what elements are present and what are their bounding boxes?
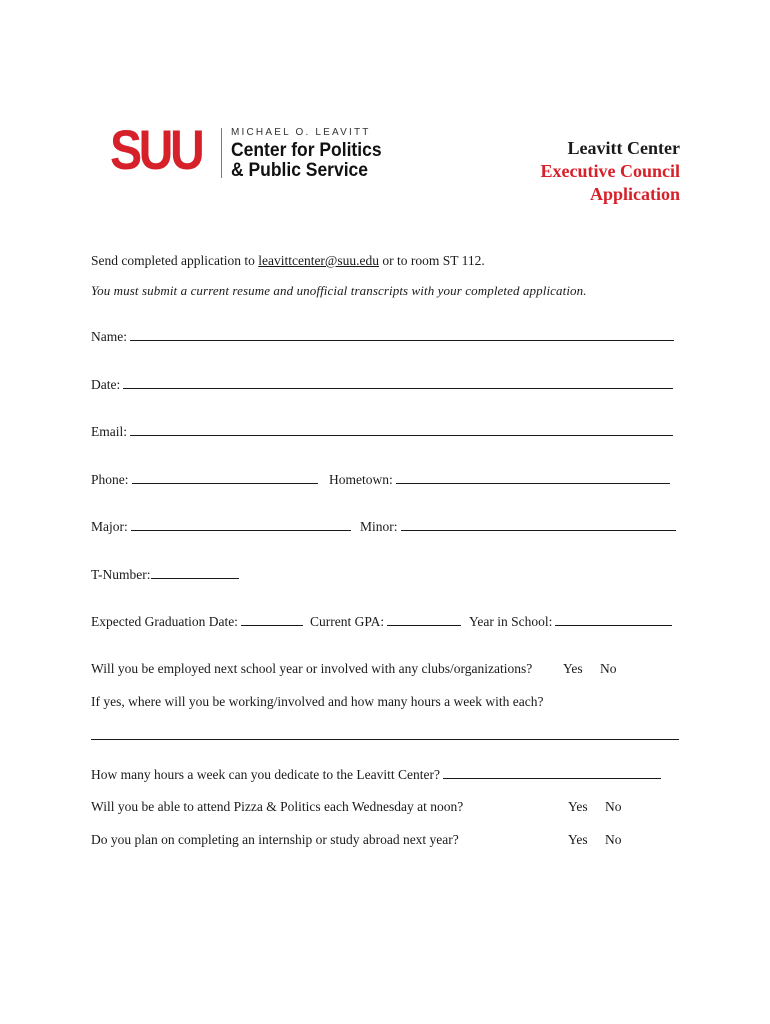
pizza-yes[interactable]: Yes	[568, 799, 588, 814]
major-label: Major:	[91, 519, 128, 534]
tnumber-field[interactable]	[151, 566, 239, 579]
name-field[interactable]	[130, 328, 674, 341]
pizza-no[interactable]: No	[605, 799, 622, 814]
title-executive-council: Executive Council	[540, 161, 680, 181]
logo-divider	[221, 128, 222, 178]
send-suffix: or to room ST 112.	[378, 253, 485, 268]
year-label: Year in School:	[469, 614, 553, 629]
hometown-row	[329, 471, 670, 488]
name-row	[91, 328, 674, 345]
grad-date-row	[91, 613, 303, 630]
gpa-label: Current GPA:	[310, 614, 385, 629]
employed-yes[interactable]: Yes	[563, 661, 583, 676]
hours-row	[91, 766, 661, 783]
internship-question: Do you plan on completing an internship or study abroad next year?	[91, 832, 459, 847]
name-label: Name:	[91, 329, 127, 344]
tnumber-row	[91, 566, 239, 583]
employed-no[interactable]: No	[600, 661, 617, 676]
email-field[interactable]	[130, 423, 673, 436]
date-field[interactable]	[123, 376, 673, 389]
phone-label: Phone:	[91, 472, 129, 487]
title-application: Application	[589, 184, 680, 204]
phone-field[interactable]	[132, 471, 318, 484]
minor-row	[360, 518, 676, 535]
hours-question: How many hours a week can you dedicate to the Leavitt Center?	[91, 767, 440, 782]
date-label: Date:	[91, 377, 121, 392]
year-field[interactable]	[555, 613, 672, 626]
phone-row	[91, 471, 318, 488]
logo-line-2: & Public Service	[231, 160, 368, 181]
internship-no[interactable]: No	[605, 832, 622, 847]
major-field[interactable]	[131, 518, 351, 531]
if-yes-answer-field[interactable]	[91, 739, 679, 740]
gpa-field[interactable]	[387, 613, 461, 626]
employed-question: Will you be employed next school year or involved with any clubs/organizations?	[91, 661, 533, 676]
send-instructions	[91, 253, 485, 269]
email-label: Email:	[91, 424, 127, 439]
major-row	[91, 518, 351, 535]
pizza-question: Will you be able to attend Pizza & Politics each Wednesday at noon?	[91, 799, 464, 814]
minor-field[interactable]	[401, 518, 676, 531]
logo-line-1: Center for Politics	[231, 140, 382, 161]
gpa-row	[310, 613, 461, 630]
year-row	[469, 613, 672, 630]
title-leavitt-center: Leavitt Center	[567, 138, 680, 158]
send-prefix: Send completed application to	[91, 253, 259, 268]
hours-field[interactable]	[443, 766, 661, 779]
hometown-field[interactable]	[396, 471, 670, 484]
hometown-label: Hometown:	[329, 472, 393, 487]
suu-logo-mark: SUU	[110, 118, 202, 181]
submission-note: You must submit a current resume and unofficial transcripts with your completed application.	[91, 283, 587, 298]
if-yes-question: If yes, where will you be working/involved and how many hours a week with each?	[91, 694, 544, 709]
minor-label: Minor:	[360, 519, 398, 534]
tnumber-label: T-Number:	[91, 567, 151, 582]
email-row	[91, 423, 673, 440]
internship-yes[interactable]: Yes	[568, 832, 588, 847]
grad-date-field[interactable]	[241, 613, 303, 626]
date-row	[91, 376, 673, 393]
email-link[interactable]: leavittcenter@suu.edu	[258, 253, 379, 268]
grad-date-label: Expected Graduation Date:	[91, 614, 238, 629]
logo-subtitle: MICHAEL O. LEAVITT	[231, 127, 371, 138]
